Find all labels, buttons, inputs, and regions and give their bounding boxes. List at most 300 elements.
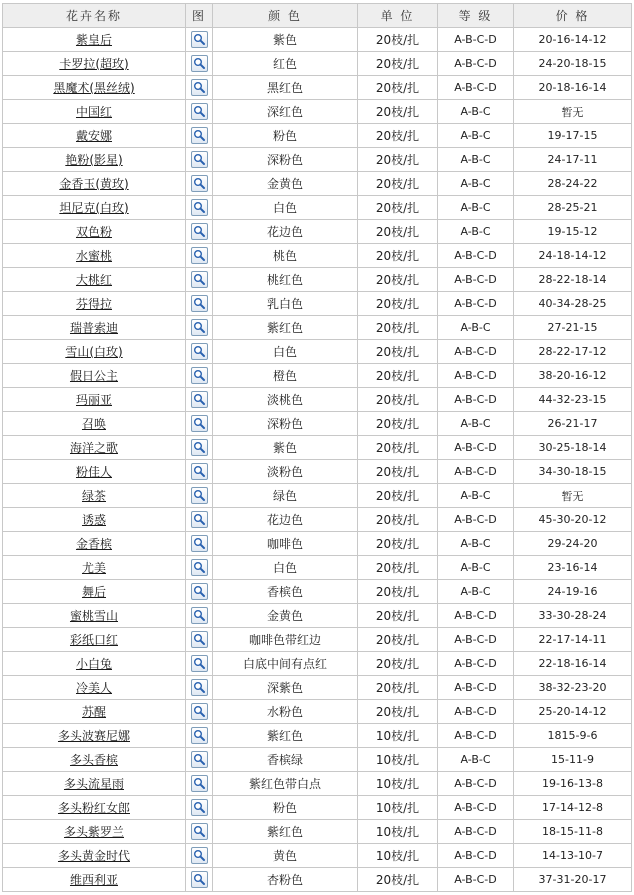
- price-cell: 19-15-12: [514, 220, 632, 244]
- unit-cell: 20枝/扎: [358, 580, 438, 604]
- color-cell: 乳白色: [213, 292, 358, 316]
- magnifier-icon[interactable]: [191, 727, 208, 744]
- picture-cell: [186, 460, 213, 484]
- magnifier-icon[interactable]: [191, 655, 208, 672]
- picture-cell: [186, 292, 213, 316]
- flower-name-link[interactable]: 多头紫罗兰: [63, 825, 124, 839]
- flower-name-link[interactable]: 紫皇后: [75, 33, 112, 47]
- grade-cell: A-B-C-D: [438, 652, 514, 676]
- unit-cell: 20枝/扎: [358, 676, 438, 700]
- flower-name-link[interactable]: 黑魔术(黑丝绒): [53, 81, 135, 95]
- grade-cell: A-B-C: [438, 748, 514, 772]
- flower-name-link[interactable]: 苏醒: [81, 705, 106, 719]
- picture-cell: [186, 604, 213, 628]
- picture-cell: [186, 724, 213, 748]
- flower-name-cell: [3, 772, 186, 796]
- price-cell: 38-20-16-12: [514, 364, 632, 388]
- magnifier-icon[interactable]: [191, 871, 208, 888]
- price-cell: 22-17-14-11: [514, 628, 632, 652]
- flower-name-link[interactable]: 假日公主: [69, 369, 118, 383]
- flower-name-cell: [3, 124, 186, 148]
- grade-cell: A-B-C: [438, 316, 514, 340]
- magnifier-icon[interactable]: [191, 463, 208, 480]
- grade-cell: A-B-C-D: [438, 676, 514, 700]
- flower-name-cell: [3, 172, 186, 196]
- price-cell: 26-21-17: [514, 412, 632, 436]
- flower-name-link[interactable]: 玛丽亚: [75, 393, 112, 407]
- grade-cell: A-B-C: [438, 100, 514, 124]
- unit-cell: 20枝/扎: [358, 508, 438, 532]
- table-row: [3, 460, 632, 484]
- flower-name-cell: [3, 364, 186, 388]
- magnifier-icon[interactable]: [191, 751, 208, 768]
- magnifier-icon[interactable]: [191, 679, 208, 696]
- magnifier-icon[interactable]: [191, 583, 208, 600]
- unit-cell: 20枝/扎: [358, 196, 438, 220]
- header-grade: 等 级: [438, 4, 514, 28]
- unit-cell: 20枝/扎: [358, 652, 438, 676]
- magnifier-icon[interactable]: [191, 271, 208, 288]
- price-cell: 29-24-20: [514, 532, 632, 556]
- picture-cell: [186, 748, 213, 772]
- grade-cell: A-B-C: [438, 532, 514, 556]
- unit-cell: 20枝/扎: [358, 532, 438, 556]
- price-cell: 15-11-9: [514, 748, 632, 772]
- picture-cell: [186, 796, 213, 820]
- flower-name-cell: [3, 580, 186, 604]
- unit-cell: 20枝/扎: [358, 316, 438, 340]
- flower-name-cell: [3, 868, 186, 892]
- picture-cell: [186, 652, 213, 676]
- grade-cell: A-B-C-D: [438, 724, 514, 748]
- grade-cell: A-B-C: [438, 124, 514, 148]
- magnifier-icon[interactable]: [191, 487, 208, 504]
- flower-name-link[interactable]: 双色粉: [75, 225, 112, 239]
- price-cell: 27-21-15: [514, 316, 632, 340]
- grade-cell: A-B-C-D: [438, 76, 514, 100]
- magnifier-icon[interactable]: [191, 199, 208, 216]
- price-cell: 20-16-14-12: [514, 28, 632, 52]
- grade-cell: A-B-C-D: [438, 820, 514, 844]
- color-cell: 淡桃色: [213, 388, 358, 412]
- flower-name-link[interactable]: 召唤: [81, 417, 106, 431]
- unit-cell: 20枝/扎: [358, 148, 438, 172]
- grade-cell: A-B-C: [438, 220, 514, 244]
- picture-cell: [186, 220, 213, 244]
- price-cell: 28-25-21: [514, 196, 632, 220]
- magnifier-icon[interactable]: [191, 151, 208, 168]
- color-cell: 金黄色: [213, 604, 358, 628]
- flower-name-cell: [3, 316, 186, 340]
- color-cell: 咖啡色带红边: [213, 628, 358, 652]
- grade-cell: A-B-C-D: [438, 244, 514, 268]
- flower-name-link[interactable]: 大桃红: [75, 273, 112, 287]
- grade-cell: A-B-C-D: [438, 52, 514, 76]
- picture-cell: [186, 172, 213, 196]
- flower-name-link[interactable]: 戴安娜: [75, 129, 112, 143]
- picture-cell: [186, 772, 213, 796]
- price-cell: 24-19-16: [514, 580, 632, 604]
- grade-cell: A-B-C-D: [438, 868, 514, 892]
- magnifier-icon[interactable]: [191, 175, 208, 192]
- flower-name-cell: [3, 196, 186, 220]
- picture-cell: [186, 508, 213, 532]
- magnifier-icon[interactable]: [191, 559, 208, 576]
- magnifier-icon[interactable]: [191, 415, 208, 432]
- table-row: [3, 772, 632, 796]
- color-cell: 白底中间有点红: [213, 652, 358, 676]
- table-row: [3, 532, 632, 556]
- grade-cell: A-B-C: [438, 412, 514, 436]
- magnifier-icon[interactable]: [191, 823, 208, 840]
- price-cell: 25-20-14-12: [514, 700, 632, 724]
- color-cell: 白色: [213, 196, 358, 220]
- picture-cell: [186, 700, 213, 724]
- grade-cell: A-B-C-D: [438, 772, 514, 796]
- flower-name-cell: [3, 460, 186, 484]
- flower-name-link[interactable]: 金香槟: [75, 537, 112, 551]
- flower-name-link[interactable]: 芬得拉: [75, 297, 112, 311]
- table-row: [3, 556, 632, 580]
- flower-name-link[interactable]: 尤美: [81, 561, 106, 575]
- magnifier-icon[interactable]: [191, 343, 208, 360]
- unit-cell: 10枝/扎: [358, 796, 438, 820]
- table-row: [3, 436, 632, 460]
- grade-cell: A-B-C: [438, 580, 514, 604]
- unit-cell: 20枝/扎: [358, 412, 438, 436]
- unit-cell: 20枝/扎: [358, 460, 438, 484]
- price-cell: 20-18-16-14: [514, 76, 632, 100]
- color-cell: 红色: [213, 52, 358, 76]
- price-cell: 28-22-17-12: [514, 340, 632, 364]
- price-cell: 22-18-16-14: [514, 652, 632, 676]
- flower-name-cell: [3, 388, 186, 412]
- picture-cell: [186, 484, 213, 508]
- table-row: [3, 196, 632, 220]
- unit-cell: 20枝/扎: [358, 556, 438, 580]
- color-cell: 黄色: [213, 844, 358, 868]
- table-row: [3, 52, 632, 76]
- color-cell: 金黄色: [213, 172, 358, 196]
- price-cell: 暂无: [514, 100, 632, 124]
- unit-cell: 20枝/扎: [358, 172, 438, 196]
- price-cell: 33-30-28-24: [514, 604, 632, 628]
- color-cell: 紫红色: [213, 724, 358, 748]
- price-cell: 38-32-23-20: [514, 676, 632, 700]
- magnifier-icon[interactable]: [191, 367, 208, 384]
- grade-cell: A-B-C-D: [438, 508, 514, 532]
- color-cell: 紫色: [213, 28, 358, 52]
- flower-price-table: [2, 3, 632, 892]
- flower-name-link[interactable]: 诱惑: [81, 513, 106, 527]
- magnifier-icon[interactable]: [191, 631, 208, 648]
- price-cell: 28-22-18-14: [514, 268, 632, 292]
- unit-cell: 10枝/扎: [358, 772, 438, 796]
- price-cell: 19-16-13-8: [514, 772, 632, 796]
- picture-cell: [186, 148, 213, 172]
- color-cell: 深红色: [213, 100, 358, 124]
- magnifier-icon[interactable]: [191, 103, 208, 120]
- price-cell: 37-31-20-17: [514, 868, 632, 892]
- flower-name-cell: [3, 844, 186, 868]
- picture-cell: [186, 868, 213, 892]
- unit-cell: 20枝/扎: [358, 700, 438, 724]
- color-cell: 花边色: [213, 220, 358, 244]
- picture-cell: [186, 844, 213, 868]
- table-row: [3, 100, 632, 124]
- magnifier-icon[interactable]: [191, 847, 208, 864]
- flower-name-link[interactable]: 彩纸口红: [69, 633, 118, 647]
- color-cell: 深粉色: [213, 148, 358, 172]
- picture-cell: [186, 76, 213, 100]
- table-row: [3, 388, 632, 412]
- picture-cell: [186, 628, 213, 652]
- flower-name-link[interactable]: 多头波赛尼娜: [57, 729, 130, 743]
- price-cell: 17-14-12-8: [514, 796, 632, 820]
- flower-name-cell: [3, 748, 186, 772]
- header-name: 花卉名称: [3, 4, 186, 28]
- flower-name-link[interactable]: 卡罗拉(超玫): [59, 57, 129, 71]
- color-cell: 香槟色: [213, 580, 358, 604]
- table-row: [3, 628, 632, 652]
- flower-name-cell: [3, 532, 186, 556]
- price-cell: 44-32-23-15: [514, 388, 632, 412]
- header-color: 颜 色: [213, 4, 358, 28]
- unit-cell: 20枝/扎: [358, 364, 438, 388]
- flower-name-cell: [3, 292, 186, 316]
- flower-name-link[interactable]: 冷美人: [75, 681, 112, 695]
- color-cell: 水粉色: [213, 700, 358, 724]
- flower-name-cell: [3, 28, 186, 52]
- price-cell: 24-17-11: [514, 148, 632, 172]
- grade-cell: A-B-C-D: [438, 388, 514, 412]
- flower-name-cell: [3, 652, 186, 676]
- flower-name-cell: [3, 244, 186, 268]
- table-row: [3, 172, 632, 196]
- grade-cell: A-B-C-D: [438, 364, 514, 388]
- flower-name-link[interactable]: 多头黄金时代: [57, 849, 130, 863]
- table-row: [3, 364, 632, 388]
- flower-name-cell: [3, 484, 186, 508]
- price-cell: 14-13-10-7: [514, 844, 632, 868]
- table-row: [3, 796, 632, 820]
- flower-name-link[interactable]: 艳粉(影星): [65, 153, 123, 167]
- unit-cell: 10枝/扎: [358, 748, 438, 772]
- flower-name-link[interactable]: 中国红: [75, 105, 112, 119]
- flower-name-link[interactable]: 多头粉红女郎: [57, 801, 130, 815]
- price-cell: 40-34-28-25: [514, 292, 632, 316]
- price-cell: 1815-9-6: [514, 724, 632, 748]
- price-cell: 18-15-11-8: [514, 820, 632, 844]
- flower-name-link[interactable]: 绿茶: [81, 489, 106, 503]
- unit-cell: 20枝/扎: [358, 268, 438, 292]
- grade-cell: A-B-C-D: [438, 28, 514, 52]
- unit-cell: 20枝/扎: [358, 52, 438, 76]
- magnifier-icon[interactable]: [191, 223, 208, 240]
- grade-cell: A-B-C: [438, 556, 514, 580]
- table-row: [3, 652, 632, 676]
- magnifier-icon[interactable]: [191, 127, 208, 144]
- magnifier-icon[interactable]: [191, 511, 208, 528]
- flower-name-link[interactable]: 小白兔: [75, 657, 112, 671]
- picture-cell: [186, 580, 213, 604]
- flower-name-cell: [3, 52, 186, 76]
- table-row: [3, 700, 632, 724]
- unit-cell: 20枝/扎: [358, 100, 438, 124]
- flower-name-link[interactable]: 坦尼克(白玫): [59, 201, 129, 215]
- flower-name-cell: [3, 820, 186, 844]
- unit-cell: 20枝/扎: [358, 340, 438, 364]
- unit-cell: 20枝/扎: [358, 220, 438, 244]
- color-cell: 白色: [213, 556, 358, 580]
- unit-cell: 20枝/扎: [358, 604, 438, 628]
- picture-cell: [186, 244, 213, 268]
- table-row: [3, 484, 632, 508]
- color-cell: 深紫色: [213, 676, 358, 700]
- picture-cell: [186, 52, 213, 76]
- grade-cell: A-B-C: [438, 484, 514, 508]
- magnifier-icon[interactable]: [191, 55, 208, 72]
- header-unit: 单 位: [358, 4, 438, 28]
- color-cell: 杏粉色: [213, 868, 358, 892]
- grade-cell: A-B-C-D: [438, 700, 514, 724]
- grade-cell: A-B-C-D: [438, 796, 514, 820]
- picture-cell: [186, 532, 213, 556]
- table-row: [3, 340, 632, 364]
- header-pic: 图: [186, 4, 213, 28]
- table-row: [3, 292, 632, 316]
- color-cell: 黑红色: [213, 76, 358, 100]
- table-row: [3, 412, 632, 436]
- magnifier-icon[interactable]: [191, 439, 208, 456]
- flower-name-link[interactable]: 海洋之歌: [69, 441, 118, 455]
- flower-name-link[interactable]: 水蜜桃: [75, 249, 112, 263]
- table-row: [3, 268, 632, 292]
- color-cell: 紫色: [213, 436, 358, 460]
- flower-name-cell: [3, 100, 186, 124]
- price-cell: 24-18-14-12: [514, 244, 632, 268]
- magnifier-icon[interactable]: [191, 295, 208, 312]
- color-cell: 花边色: [213, 508, 358, 532]
- flower-name-link[interactable]: 粉佳人: [75, 465, 112, 479]
- color-cell: 紫红色: [213, 820, 358, 844]
- table-row: [3, 244, 632, 268]
- grade-cell: A-B-C-D: [438, 340, 514, 364]
- magnifier-icon[interactable]: [191, 31, 208, 48]
- flower-name-cell: [3, 676, 186, 700]
- magnifier-icon[interactable]: [191, 247, 208, 264]
- picture-cell: [186, 268, 213, 292]
- flower-name-cell: [3, 220, 186, 244]
- magnifier-icon[interactable]: [191, 391, 208, 408]
- flower-name-link[interactable]: 舞后: [81, 585, 106, 599]
- table-row: [3, 220, 632, 244]
- picture-cell: [186, 388, 213, 412]
- picture-cell: [186, 436, 213, 460]
- table-row: [3, 724, 632, 748]
- flower-name-link[interactable]: 维西利亚: [69, 873, 118, 887]
- unit-cell: 20枝/扎: [358, 292, 438, 316]
- magnifier-icon[interactable]: [191, 319, 208, 336]
- flower-name-link[interactable]: 多头流星雨: [63, 777, 124, 791]
- unit-cell: 20枝/扎: [358, 28, 438, 52]
- picture-cell: [186, 364, 213, 388]
- color-cell: 咖啡色: [213, 532, 358, 556]
- table-row: [3, 748, 632, 772]
- table-row: [3, 148, 632, 172]
- picture-cell: [186, 28, 213, 52]
- unit-cell: 20枝/扎: [358, 244, 438, 268]
- price-cell: 暂无: [514, 484, 632, 508]
- grade-cell: A-B-C-D: [438, 268, 514, 292]
- magnifier-icon[interactable]: [191, 703, 208, 720]
- flower-name-link[interactable]: 金香玉(黄玫): [59, 177, 129, 191]
- flower-name-cell: [3, 508, 186, 532]
- color-cell: 紫红色带白点: [213, 772, 358, 796]
- picture-cell: [186, 100, 213, 124]
- price-cell: 24-20-18-15: [514, 52, 632, 76]
- table-row: [3, 676, 632, 700]
- unit-cell: 20枝/扎: [358, 484, 438, 508]
- picture-cell: [186, 340, 213, 364]
- table-row: [3, 508, 632, 532]
- grade-cell: A-B-C-D: [438, 460, 514, 484]
- color-cell: 白色: [213, 340, 358, 364]
- color-cell: 香槟绿: [213, 748, 358, 772]
- flower-name-cell: [3, 412, 186, 436]
- table-row: [3, 820, 632, 844]
- flower-name-cell: [3, 700, 186, 724]
- price-cell: 30-25-18-14: [514, 436, 632, 460]
- color-cell: 淡粉色: [213, 460, 358, 484]
- magnifier-icon[interactable]: [191, 535, 208, 552]
- table-row: [3, 124, 632, 148]
- flower-name-cell: [3, 556, 186, 580]
- table-row: [3, 316, 632, 340]
- magnifier-icon[interactable]: [191, 775, 208, 792]
- color-cell: 桃色: [213, 244, 358, 268]
- flower-name-link[interactable]: 蜜桃雪山: [69, 609, 118, 623]
- unit-cell: 20枝/扎: [358, 388, 438, 412]
- flower-name-cell: [3, 340, 186, 364]
- flower-name-cell: [3, 76, 186, 100]
- picture-cell: [186, 196, 213, 220]
- flower-name-link[interactable]: 多头香槟: [69, 753, 118, 767]
- magnifier-icon[interactable]: [191, 79, 208, 96]
- unit-cell: 20枝/扎: [358, 124, 438, 148]
- picture-cell: [186, 556, 213, 580]
- magnifier-icon[interactable]: [191, 799, 208, 816]
- flower-name-cell: [3, 268, 186, 292]
- unit-cell: 10枝/扎: [358, 820, 438, 844]
- unit-cell: 10枝/扎: [358, 844, 438, 868]
- price-cell: 23-16-14: [514, 556, 632, 580]
- flower-name-link[interactable]: 雪山(白玫): [65, 345, 123, 359]
- table-row: [3, 580, 632, 604]
- color-cell: 橙色: [213, 364, 358, 388]
- flower-name-link[interactable]: 瑞普索迪: [69, 321, 118, 335]
- flower-name-cell: [3, 724, 186, 748]
- color-cell: 紫红色: [213, 316, 358, 340]
- color-cell: 粉色: [213, 796, 358, 820]
- grade-cell: A-B-C-D: [438, 436, 514, 460]
- price-cell: 34-30-18-15: [514, 460, 632, 484]
- grade-cell: A-B-C: [438, 148, 514, 172]
- grade-cell: A-B-C-D: [438, 292, 514, 316]
- flower-name-cell: [3, 604, 186, 628]
- magnifier-icon[interactable]: [191, 607, 208, 624]
- color-cell: 桃红色: [213, 268, 358, 292]
